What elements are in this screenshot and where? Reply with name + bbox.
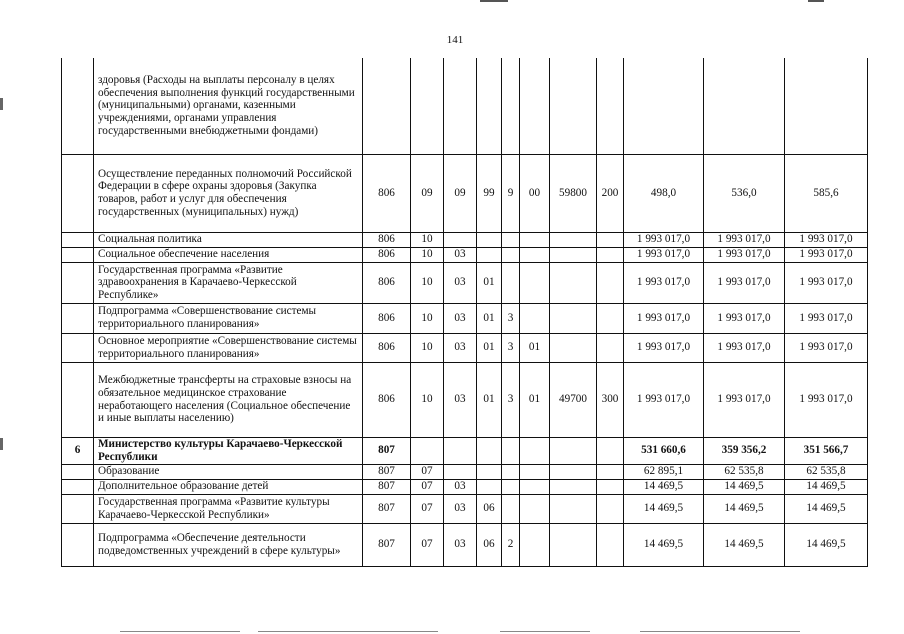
expense-type-cell	[597, 523, 624, 566]
subsection-code-cell	[444, 437, 477, 464]
amount-year3-cell: 1 993 017,0	[785, 247, 868, 262]
subsection-code-cell	[444, 232, 477, 247]
event-code-cell	[520, 464, 550, 479]
ministry-code-cell: 806	[363, 247, 411, 262]
ministry-code-cell: 807	[363, 437, 411, 464]
item-name-cell: Осуществление переданных полномочий Российской Федерации в сфере охраны здоровья (Закупка товаров, работ и услуг для обеспечения государственных (муниципальных) нужд)	[94, 154, 363, 232]
event-code-cell: 01	[520, 362, 550, 437]
item-name-cell: Межбюджетные трансферты на страховые взносы на обязательное медицинское страхование неработающего населения (Социальное обеспечение и иные выплаты населению)	[94, 362, 363, 437]
direction-code-cell	[550, 262, 597, 303]
event-code-cell	[520, 494, 550, 523]
amount-year1-cell: 531 660,6	[624, 437, 704, 464]
subsection-code-cell: 03	[444, 303, 477, 333]
event-code-cell: 01	[520, 333, 550, 362]
event-code-cell	[520, 303, 550, 333]
item-name-cell: Государственная программа «Развитие здравоохранения в Карачаево-Черкесской Республике»	[94, 262, 363, 303]
item-name-cell: Подпрограмма «Обеспечение деятельности подведомственных учреждений в сфере культуры»	[94, 523, 363, 566]
ministry-code-cell: 807	[363, 464, 411, 479]
expense-type-cell	[597, 437, 624, 464]
section-code-cell	[411, 58, 444, 154]
table-body	[62, 58, 868, 566]
table-row	[62, 333, 868, 362]
amount-year2-cell: 1 993 017,0	[704, 232, 785, 247]
subsection-code-cell: 03	[444, 494, 477, 523]
program-code-cell: 01	[477, 362, 502, 437]
item-name-cell: Подпрограмма «Совершенствование системы территориального планирования»	[94, 303, 363, 333]
subprogram-code-cell: 3	[502, 303, 520, 333]
ministry-code-cell: 807	[363, 494, 411, 523]
amount-year2-cell: 359 356,2	[704, 437, 785, 464]
program-code-cell	[477, 464, 502, 479]
event-code-cell	[520, 247, 550, 262]
table-row	[62, 494, 868, 523]
row-number-cell	[62, 494, 94, 523]
table-row	[62, 58, 868, 154]
row-number-cell	[62, 232, 94, 247]
expense-type-cell	[597, 303, 624, 333]
subsection-code-cell: 03	[444, 262, 477, 303]
table-row	[62, 523, 868, 566]
scan-artifact-left	[0, 438, 3, 450]
amount-year2-cell: 1 993 017,0	[704, 247, 785, 262]
expense-type-cell	[597, 58, 624, 154]
amount-year2-cell	[704, 58, 785, 154]
direction-code-cell	[550, 333, 597, 362]
expense-type-cell	[597, 464, 624, 479]
subprogram-code-cell	[502, 437, 520, 464]
ministry-code-cell: 806	[363, 262, 411, 303]
expense-type-cell	[597, 262, 624, 303]
program-code-cell: 01	[477, 333, 502, 362]
amount-year3-cell: 1 993 017,0	[785, 333, 868, 362]
amount-year1-cell: 1 993 017,0	[624, 262, 704, 303]
subsection-code-cell	[444, 58, 477, 154]
subprogram-code-cell	[502, 247, 520, 262]
amount-year2-cell: 1 993 017,0	[704, 362, 785, 437]
amount-year1-cell	[624, 58, 704, 154]
table-row	[62, 232, 868, 247]
amount-year1-cell: 1 993 017,0	[624, 232, 704, 247]
subprogram-code-cell: 3	[502, 333, 520, 362]
amount-year3-cell	[785, 58, 868, 154]
item-name-cell: Социальное обеспечение населения	[94, 247, 363, 262]
scan-artifact-left	[0, 98, 3, 110]
table-row	[62, 479, 868, 494]
expense-type-cell: 300	[597, 362, 624, 437]
subprogram-code-cell: 9	[502, 154, 520, 232]
section-code-cell: 07	[411, 494, 444, 523]
scan-artifact-top	[808, 0, 824, 2]
amount-year1-cell: 14 469,5	[624, 523, 704, 566]
expense-type-cell	[597, 247, 624, 262]
row-number-cell	[62, 154, 94, 232]
amount-year3-cell: 14 469,5	[785, 494, 868, 523]
direction-code-cell	[550, 523, 597, 566]
direction-code-cell	[550, 464, 597, 479]
amount-year3-cell: 351 566,7	[785, 437, 868, 464]
subsection-code-cell: 03	[444, 479, 477, 494]
scan-artifact-bottom	[640, 631, 800, 632]
section-code-cell: 09	[411, 154, 444, 232]
event-code-cell	[520, 262, 550, 303]
row-number-cell	[62, 479, 94, 494]
ministry-code-cell: 806	[363, 154, 411, 232]
program-code-cell: 99	[477, 154, 502, 232]
item-name-cell: здоровья (Расходы на выплаты персоналу в целях обеспечения выполнения функций государственными (муниципальными) органами, казенными учреждениями, органами управления государственными внебюджетными фондами)	[94, 58, 363, 154]
amount-year3-cell: 1 993 017,0	[785, 362, 868, 437]
section-code-cell: 10	[411, 333, 444, 362]
direction-code-cell	[550, 247, 597, 262]
program-code-cell	[477, 437, 502, 464]
subsection-code-cell: 03	[444, 523, 477, 566]
ministry-code-cell: 806	[363, 333, 411, 362]
table-row	[62, 303, 868, 333]
subprogram-code-cell	[502, 479, 520, 494]
event-code-cell	[520, 523, 550, 566]
event-code-cell	[520, 437, 550, 464]
ministry-code-cell: 806	[363, 303, 411, 333]
expense-type-cell	[597, 479, 624, 494]
item-name-cell: Социальная политика	[94, 232, 363, 247]
amount-year3-cell: 62 535,8	[785, 464, 868, 479]
table-row	[62, 464, 868, 479]
amount-year1-cell: 498,0	[624, 154, 704, 232]
row-number-cell	[62, 303, 94, 333]
program-code-cell	[477, 232, 502, 247]
amount-year2-cell: 1 993 017,0	[704, 333, 785, 362]
event-code-cell: 00	[520, 154, 550, 232]
amount-year2-cell: 1 993 017,0	[704, 303, 785, 333]
ministry-code-cell	[363, 58, 411, 154]
amount-year2-cell: 1 993 017,0	[704, 262, 785, 303]
row-number-cell	[62, 333, 94, 362]
section-code-cell: 10	[411, 232, 444, 247]
amount-year3-cell: 1 993 017,0	[785, 303, 868, 333]
row-number-cell	[62, 464, 94, 479]
direction-code-cell: 49700	[550, 362, 597, 437]
expense-type-cell	[597, 333, 624, 362]
amount-year1-cell: 14 469,5	[624, 479, 704, 494]
expense-type-cell: 200	[597, 154, 624, 232]
section-code-cell	[411, 437, 444, 464]
scan-artifact-top	[480, 0, 508, 2]
table-row	[62, 437, 868, 464]
ministry-code-cell: 807	[363, 523, 411, 566]
section-code-cell: 07	[411, 523, 444, 566]
program-code-cell	[477, 58, 502, 154]
amount-year3-cell: 1 993 017,0	[785, 262, 868, 303]
section-code-cell: 10	[411, 247, 444, 262]
amount-year1-cell: 1 993 017,0	[624, 333, 704, 362]
scan-artifact-bottom	[120, 631, 240, 632]
section-code-cell: 10	[411, 303, 444, 333]
program-code-cell: 06	[477, 494, 502, 523]
ministry-code-cell: 806	[363, 232, 411, 247]
row-number-cell	[62, 523, 94, 566]
section-code-cell: 10	[411, 262, 444, 303]
row-number-cell	[62, 58, 94, 154]
item-name-cell: Дополнительное образование детей	[94, 479, 363, 494]
row-number-cell: 6	[62, 437, 94, 464]
direction-code-cell	[550, 58, 597, 154]
amount-year1-cell: 1 993 017,0	[624, 303, 704, 333]
amount-year3-cell: 1 993 017,0	[785, 232, 868, 247]
item-name-cell: Министерство культуры Карачаево-Черкесской Республики	[94, 437, 363, 464]
subsection-code-cell: 09	[444, 154, 477, 232]
subprogram-code-cell	[502, 58, 520, 154]
subsection-code-cell: 03	[444, 247, 477, 262]
section-code-cell: 07	[411, 464, 444, 479]
direction-code-cell	[550, 437, 597, 464]
item-name-cell: Основное мероприятие «Совершенствование системы территориального планирования»	[94, 333, 363, 362]
ministry-code-cell: 806	[363, 362, 411, 437]
table-row	[62, 154, 868, 232]
expense-type-cell	[597, 232, 624, 247]
amount-year2-cell: 62 535,8	[704, 464, 785, 479]
direction-code-cell: 59800	[550, 154, 597, 232]
subprogram-code-cell: 3	[502, 362, 520, 437]
program-code-cell: 01	[477, 262, 502, 303]
section-code-cell: 07	[411, 479, 444, 494]
amount-year2-cell: 14 469,5	[704, 479, 785, 494]
table-row	[62, 262, 868, 303]
ministry-code-cell: 807	[363, 479, 411, 494]
direction-code-cell	[550, 232, 597, 247]
table-row	[62, 362, 868, 437]
direction-code-cell	[550, 303, 597, 333]
amount-year1-cell: 1 993 017,0	[624, 362, 704, 437]
section-code-cell: 10	[411, 362, 444, 437]
direction-code-cell	[550, 494, 597, 523]
program-code-cell	[477, 247, 502, 262]
program-code-cell	[477, 479, 502, 494]
event-code-cell	[520, 232, 550, 247]
amount-year1-cell: 1 993 017,0	[624, 247, 704, 262]
item-name-cell: Государственная программа «Развитие культуры Карачаево-Черкесской Республики»	[94, 494, 363, 523]
subsection-code-cell	[444, 464, 477, 479]
event-code-cell	[520, 479, 550, 494]
amount-year2-cell: 14 469,5	[704, 523, 785, 566]
program-code-cell: 06	[477, 523, 502, 566]
amount-year2-cell: 14 469,5	[704, 494, 785, 523]
amount-year3-cell: 14 469,5	[785, 523, 868, 566]
direction-code-cell	[550, 479, 597, 494]
amount-year1-cell: 62 895,1	[624, 464, 704, 479]
row-number-cell	[62, 362, 94, 437]
subsection-code-cell: 03	[444, 362, 477, 437]
table-row	[62, 247, 868, 262]
page-number: 141	[446, 34, 464, 46]
event-code-cell	[520, 58, 550, 154]
amount-year3-cell: 14 469,5	[785, 479, 868, 494]
subprogram-code-cell	[502, 232, 520, 247]
subprogram-code-cell	[502, 262, 520, 303]
subprogram-code-cell	[502, 494, 520, 523]
amount-year1-cell: 14 469,5	[624, 494, 704, 523]
row-number-cell	[62, 262, 94, 303]
subprogram-code-cell: 2	[502, 523, 520, 566]
amount-year2-cell: 536,0	[704, 154, 785, 232]
program-code-cell: 01	[477, 303, 502, 333]
item-name-cell: Образование	[94, 464, 363, 479]
amount-year3-cell: 585,6	[785, 154, 868, 232]
row-number-cell	[62, 247, 94, 262]
expense-type-cell	[597, 494, 624, 523]
budget-table	[61, 58, 868, 567]
subprogram-code-cell	[502, 464, 520, 479]
scan-artifact-bottom	[258, 631, 438, 632]
subsection-code-cell: 03	[444, 333, 477, 362]
scan-artifact-bottom	[500, 631, 590, 632]
